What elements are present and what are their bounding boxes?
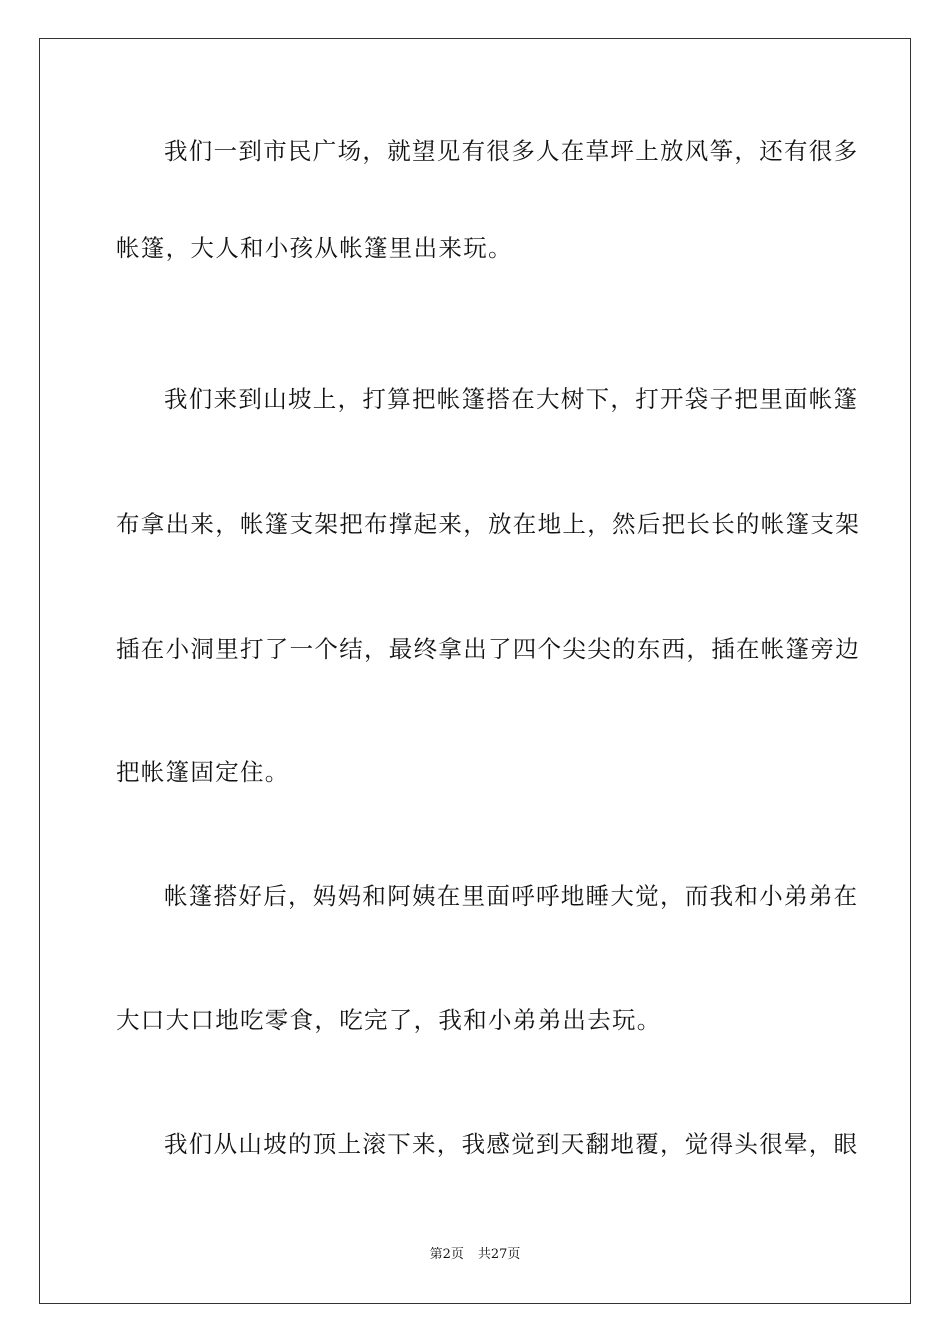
text-line: 大口大口地吃零食，吃完了，我和小弟弟出去玩。: [116, 1006, 662, 1034]
text-line: 我们从山坡的顶上滚下来，我感觉到天翻地覆，觉得头很晕，眼: [164, 1130, 859, 1158]
page-number: 第2页: [429, 1247, 464, 1262]
text-line: 帐篷，大人和小孩从帐篷里出来玩。: [116, 234, 513, 262]
page-frame: [39, 38, 911, 1304]
text-line: 布拿出来，帐篷支架把布撑起来，放在地上，然后把长长的帐篷支架: [116, 510, 860, 538]
text-line: 帐篷搭好后，妈妈和阿姨在里面呼呼地睡大觉，而我和小弟弟在: [164, 882, 859, 910]
text-line: 我们来到山坡上，打算把帐篷搭在大树下，打开袋子把里面帐篷: [164, 385, 859, 413]
page-total: 共27页: [477, 1247, 521, 1262]
text-line: 把帐篷固定住。: [116, 758, 290, 786]
page-footer: [0, 1246, 950, 1264]
text-line: 我们一到市民广场，就望见有很多人在草坪上放风筝，还有很多: [164, 137, 859, 165]
text-line: 插在小洞里打了一个结，最终拿出了四个尖尖的东西，插在帐篷旁边: [116, 635, 860, 663]
